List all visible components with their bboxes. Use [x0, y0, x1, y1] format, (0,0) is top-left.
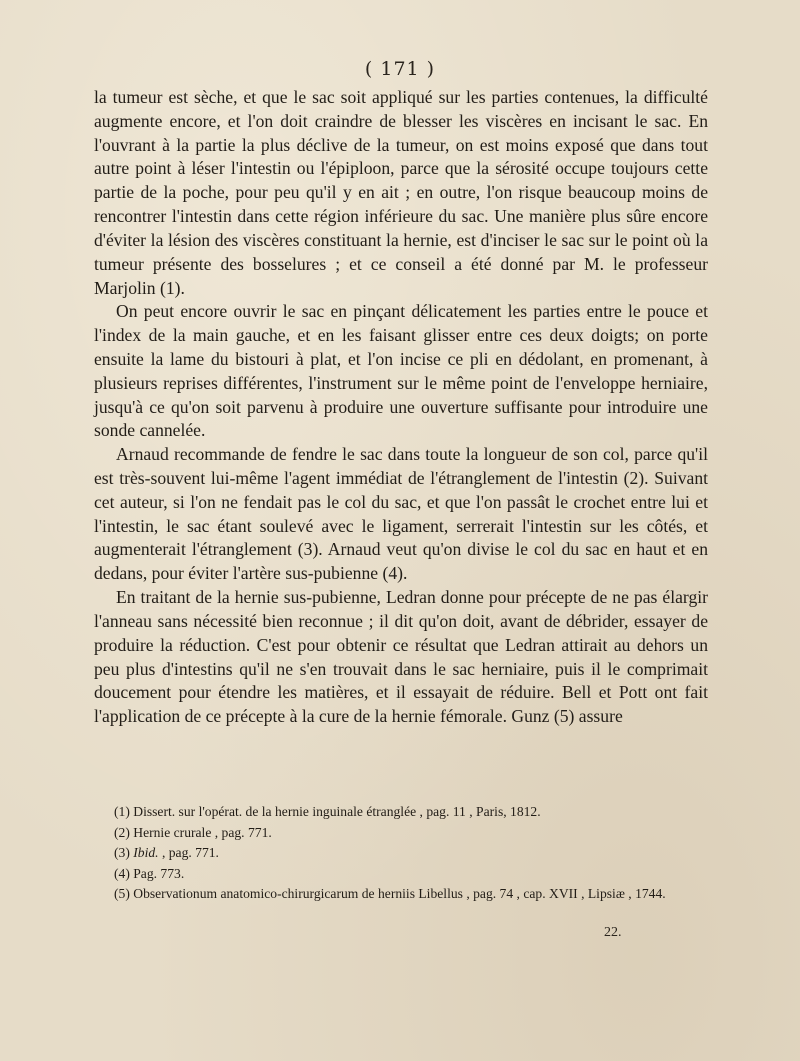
footnote-1 [96, 802, 710, 823]
signature-mark: 22. [604, 925, 622, 940]
footnote-2 [96, 823, 710, 844]
page-number: ( 171 ) [364, 58, 436, 80]
footnote-3 [96, 843, 710, 864]
paragraph-4: En traitant de la hernie sus-pubienne, Ledran donne pour précepte de ne pas élargir l'anneau sans nécessité bien reconnue ; il dit qu'on doit, avant de débrider, essayer de produire la réduction. C'est pour obtenir ce résultat que Ledran attirait au dehors un peu plus d'intestins qu'il ne s'en trouvait dans le sac herniaire, puis il le comprimait doucement pour étendre les matières, et il essayait de réduire. Bell et Pott ont fait l'application de ce précepte à la cure de la hernie fémorale. Gunz (5) assure [94, 587, 708, 727]
paragraph-2: On peut encore ouvrir le sac en pinçant délicatement les parties entre le pouce et l'index de la main gauche, et en les faisant glisser entre ces deux doigts; on porte ensuite la lame du bistouri à plat, et l'on incise ce pli en dédolant, en promenant, à plusieurs reprises différentes, l'instrument sur le même point de l'enveloppe herniaire, jusqu'à ce qu'on soit parvenu à produire une ouverture suffisante pour introduire une sonde cannelée. [94, 301, 708, 441]
body-text [94, 86, 708, 729]
footnote-4-text: (4) Pag. 773. [114, 865, 185, 881]
footnotes [96, 802, 710, 905]
footnote-2-text: (2) Hernie crurale , pag. 771. [114, 824, 272, 840]
footnote-3-ibid: Ibid. [133, 845, 159, 860]
paragraph-1: la tumeur est sèche, et que le sac soit appliqué sur les parties contenues, la difficulté augmente encore, et l'on doit craindre de blesser les viscères en incisant le sac. En l'ouvrant à la partie la plus déclive de la tumeur, on est moins exposé que dans tout autre point à léser l'intestin ou l'épiploon, parce que la sérosité occupe toujours cette partie de la poche, pour peu qu'il y en ait ; en outre, l'on risque beaucoup moins de rencontrer l'intestin dans cette région inférieure du sac. Une manière plus sûre encore d'éviter la lésion des viscères constituant la hernie, est d'inciser le sac sur le point où la tumeur présente des bosselures ; et ce conseil a été donné par M. le professeur Marjolin (1). [94, 87, 708, 298]
footnote-4 [96, 864, 710, 885]
footnote-1-text: (1) Dissert. sur l'opérat. de la hernie inguinale étranglée , pag. 11 , Paris, 1812. [114, 804, 541, 819]
footnote-5 [96, 884, 710, 905]
footnote-3-number: (3) [114, 845, 134, 860]
footnote-5-text: (5) Observationum anatomico-chirurgicarum de herniis Libellus , pag. 74 , cap. XVII , Lipsiæ , 1744. [114, 886, 666, 901]
paragraph-3: Arnaud recommande de fendre le sac dans toute la longueur de son col, parce qu'il est très-souvent lui-même l'agent immédiat de l'étranglement de l'intestin (2). Suivant cet auteur, si l'on ne fendait pas le col du sac, et que l'on passât le crochet entre lui et l'intestin, le sac étant soulevé avec le ligament, serrerait l'intestin sur les côtés, et augmenterait l'étranglement (3). Arnaud veut qu'on divise le col du sac en haut et en dedans, pour éviter l'artère sus-pubienne (4). [94, 444, 708, 584]
footnote-3-page: , pag. 771. [158, 845, 219, 860]
